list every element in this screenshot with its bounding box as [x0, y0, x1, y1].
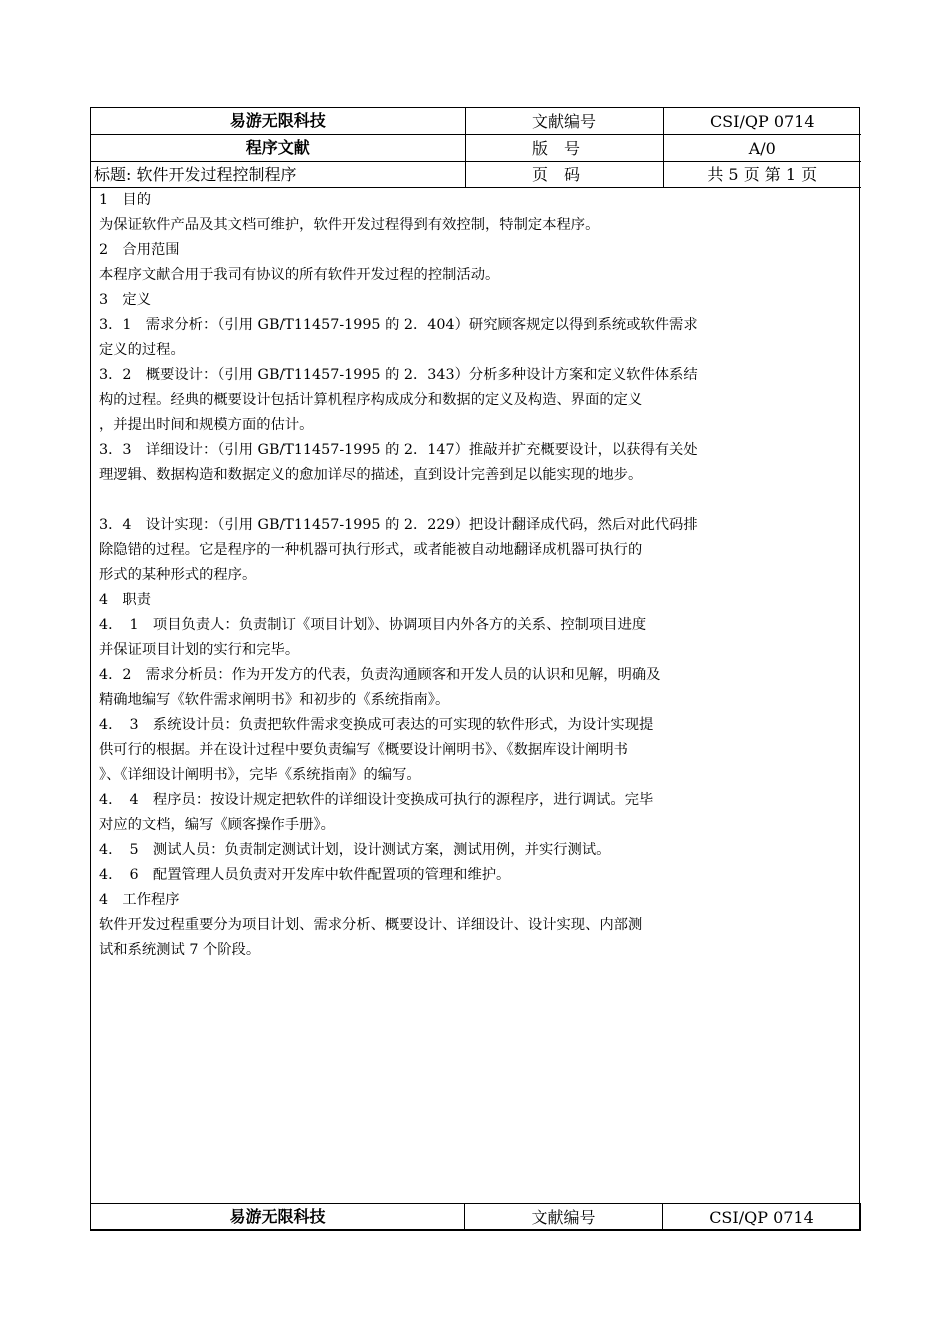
footer-company: 易游无限科技: [91, 1204, 465, 1231]
document-body: [99, 188, 759, 963]
body-line: 4．2 需求分析员：作为开发方的代表，负责沟通顾客和开发人员的认识和见解，明确及: [99, 667, 661, 683]
footer-doc-number-label: 文献编号: [465, 1204, 663, 1231]
body-line: 本程序文献合用于我司有协议的所有软件开发过程的控制活动。: [99, 267, 500, 283]
doc-number-value: CSI/QP 0714: [663, 108, 861, 135]
body-line: 为保证软件产品及其文档可维护，软件开发过程得到有效控制，特制定本程序。: [99, 217, 600, 233]
body-line: 理逻辑、数据构造和数据定义的愈加详尽的描述，直到设计完善到足以能实现的地步。: [99, 467, 643, 483]
body-line: 软件开发过程重要分为项目计划、需求分析、概要设计、详细设计、设计实现、内部测: [99, 917, 643, 933]
body-line: 4． 3 系统设计员：负责把软件需求变换成可表达的可实现的软件形式，为设计实现提: [99, 717, 654, 733]
version-label: 版号: [465, 135, 663, 162]
body-line: 构的过程。经典的概要设计包括计算机程序构成成分和数据的定义及构造、界面的定义: [99, 392, 643, 408]
footer-doc-number-value: CSI/QP 0714: [663, 1204, 861, 1231]
body-line: 2 合用范围: [99, 242, 180, 258]
body-line: 4． 5 测试人员：负责制定测试计划，设计测试方案，测试用例，并实行测试。: [99, 842, 611, 858]
body-line: ，并提出时间和规模方面的估计。: [99, 417, 314, 433]
doc-type: 程序文献: [91, 135, 465, 162]
body-line: 供可行的根据。并在设计过程中要负责编写《概要设计阐明书》、《数据库设计阐明书: [99, 742, 628, 758]
body-line: 3．1 需求分析：（引用 GB/T11457-1995 的 2．404）研究顾客规定以得到系统或软件需求: [99, 317, 698, 333]
body-line: 试和系统测试 7 个阶段。: [99, 942, 261, 958]
body-line: [99, 488, 759, 513]
body-line: 4 职责: [99, 592, 151, 608]
body-line: 1 目的: [99, 192, 151, 208]
body-line: 4． 1 项目负责人：负责制订《项目计划》、协调项目内外各方的关系、控制项目进度: [99, 617, 647, 633]
body-line: 3．4 设计实现：（引用 GB/T11457-1995 的 2．229）把设计翻译成代码，然后对此代码排: [99, 517, 698, 533]
doc-number-label: 文献编号: [465, 108, 663, 135]
body-line: 精确地编写《软件需求阐明书》和初步的《系统指南》。: [99, 692, 450, 708]
header-table: [91, 108, 861, 188]
body-line: 除隐错的过程。它是程序的一种机器可执行形式，或者能被自动地翻译成机器可执行的: [99, 542, 643, 558]
body-line: 形式的某种形式的程序。: [99, 567, 257, 583]
doc-title: 标题: 软件开发过程控制程序: [91, 162, 465, 188]
body-line: 4． 6 配置管理人员负责对开发库中软件配置项的管理和维护。: [99, 867, 511, 883]
body-line: 并保证项目计划的实行和完毕。: [99, 642, 300, 658]
body-line: 3．2 概要设计：（引用 GB/T11457-1995 的 2．343）分析多种设计方案和定义软件体系结: [99, 367, 698, 383]
document-frame: [90, 107, 860, 1230]
body-line: 对应的文档，编写《顾客操作手册》。: [99, 817, 335, 833]
page-value: 共 5 页 第 1 页: [663, 162, 861, 188]
company-name: 易游无限科技: [91, 108, 465, 135]
body-line: 3．3 详细设计：（引用 GB/T11457-1995 的 2．147）推敲并扩充概要设计，以获得有关处: [99, 442, 698, 458]
body-line: 4 工作程序: [99, 892, 180, 908]
body-line: 定义的过程。: [99, 342, 185, 358]
body-line: 》、《详细设计阐明书》，完毕《系统指南》的编写。: [99, 767, 421, 783]
body-line: 4． 4 程序员：按设计规定把软件的详细设计变换成可执行的源程序，进行调试。完毕: [99, 792, 654, 808]
version-value: A/0: [663, 135, 861, 162]
footer-table: [90, 1203, 861, 1231]
page-label: 页码: [465, 162, 663, 188]
body-line: 3 定义: [99, 292, 151, 308]
